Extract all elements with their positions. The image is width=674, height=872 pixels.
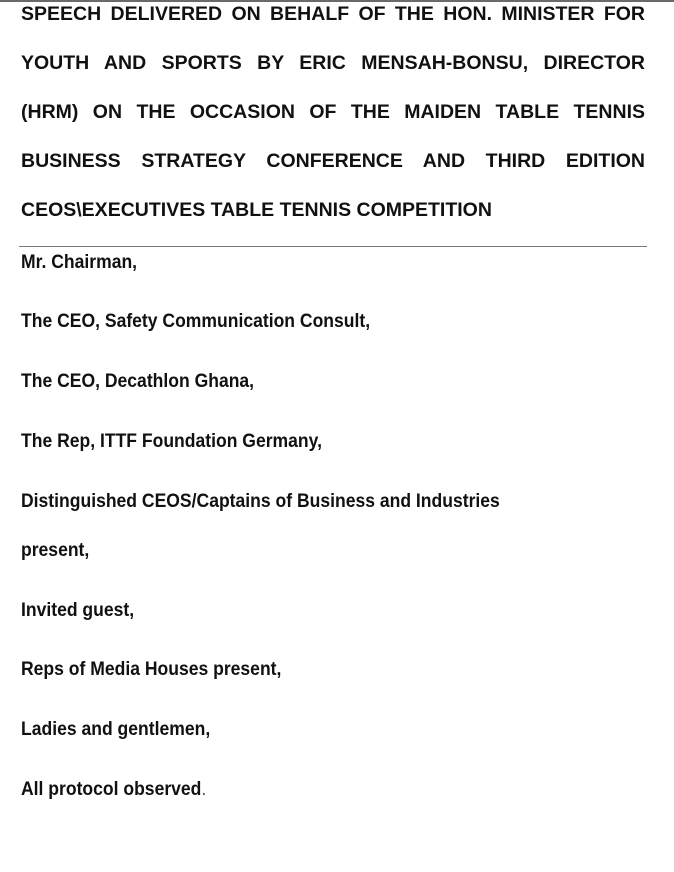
salutation-ittf-rep: The Rep, ITTF Foundation Germany, (21, 430, 322, 452)
salutation-invited-guest: Invited guest, (21, 599, 135, 621)
salutation-media-reps: Reps of Media Houses present, (21, 658, 282, 680)
title-line-1: SPEECH DELIVERED ON BEHALF OF THE HON. MINISTER FOR (21, 3, 645, 25)
title-line-2: YOUTH AND SPORTS BY ERIC MENSAH-BONSU, DIRECTOR (21, 52, 645, 74)
salutation-present: present, (21, 539, 90, 561)
salutation-ladies-gentlemen: Ladies and gentlemen, (21, 718, 211, 740)
salutation-protocol (21, 777, 206, 801)
title-line-4: BUSINESS STRATEGY CONFERENCE AND THIRD EDITION (21, 150, 645, 172)
title-line-3: (HRM) ON THE OCCASION OF THE MAIDEN TABLE TENNIS (21, 101, 645, 123)
protocol-text: All protocol observed (21, 778, 202, 800)
salutation-ceo-decathlon: The CEO, Decathlon Ghana, (21, 370, 255, 392)
speech-title (21, 0, 645, 235)
title-line-5: CEOS\EXECUTIVES TABLE TENNIS COMPETITION (21, 199, 492, 221)
salutation-chairman: Mr. Chairman, (21, 251, 138, 273)
section-divider (19, 246, 647, 247)
salutation-distinguished-ceos: Distinguished CEOS/Captains of Business and Industries (21, 490, 500, 512)
protocol-period: . (201, 778, 207, 800)
salutation-ceo-safety: The CEO, Safety Communication Consult, (21, 310, 371, 332)
